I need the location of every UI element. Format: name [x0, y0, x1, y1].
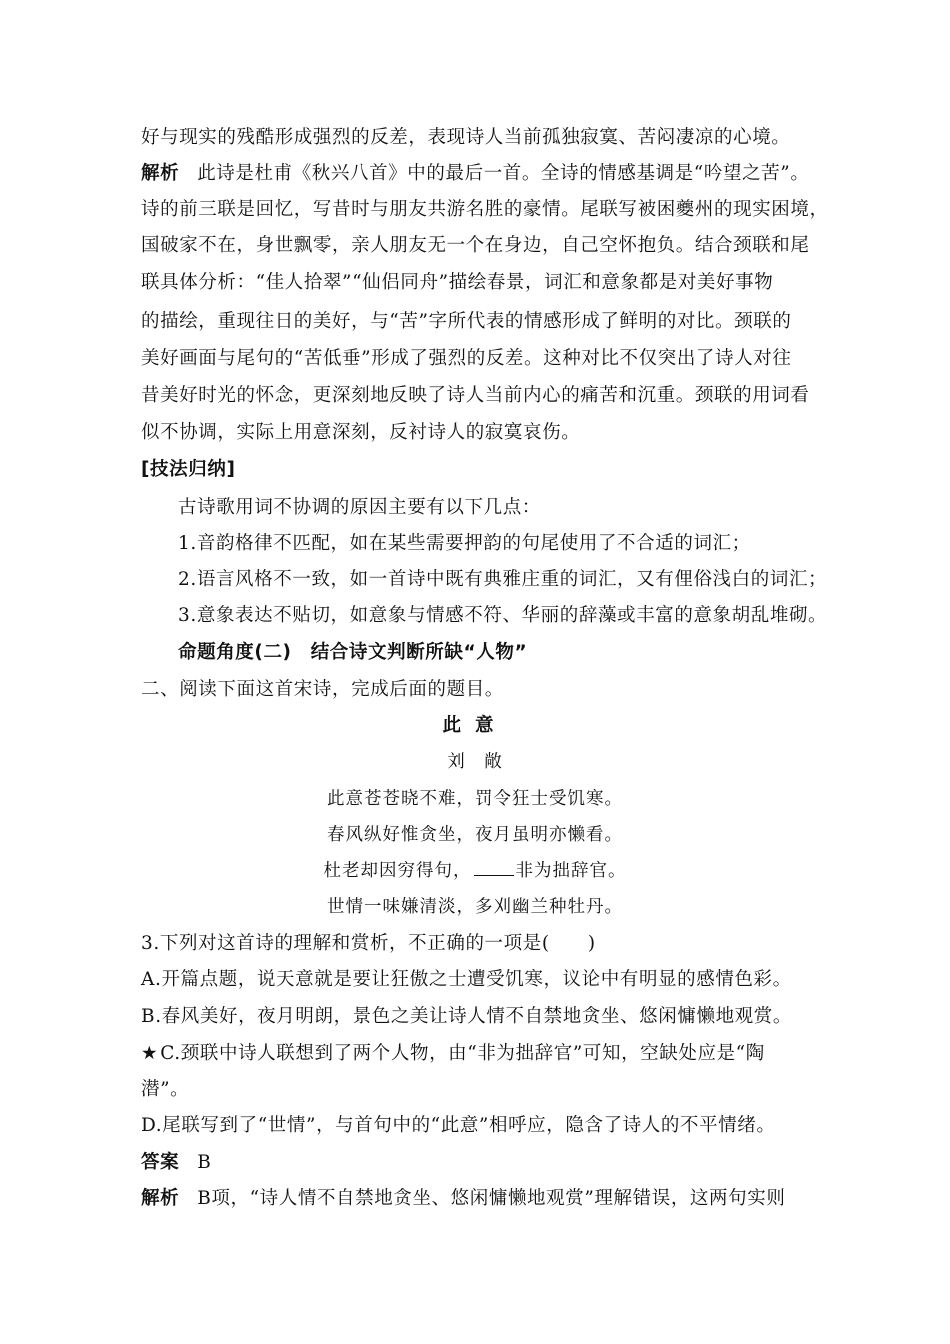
option-c: ★ C.颈联中诗人联想到了两个人物，由“非为拙辞官”可知，空缺处应是“陶 [141, 1043, 765, 1064]
analysis-paragraph-line: 昔美好时光的怀念，更深刻地反映了诗人当前内心的痛苦和沉重。颈联的用词看 [141, 385, 810, 406]
poem-title: 此意 [442, 715, 508, 736]
option-d: D.尾联写到了“世情”，与首句中的“此意”相呼应，隐含了诗人的不平情绪。 [141, 1115, 776, 1136]
explanation-label: 解析 [141, 1188, 180, 1209]
analysis-paragraph-line: 似不协调，实际上用意深刻，反衬诗人的寂寞哀伤。 [141, 422, 581, 443]
option-b: B.春风美好，夜月明朗，景色之美让诗人情不自禁地贪坐、悠闲慵懒地观赏。 [141, 1006, 792, 1027]
explanation-line: 解析 B项，“诗人情不自禁地贪坐、悠闲慵懒地观赏”理解错误，这两句实则 [141, 1188, 786, 1209]
answer-blank [474, 859, 514, 876]
technique-point: 3.意象表达不贴切，如意象与情感不符、华丽的辞藻或丰富的意象胡乱堆砌。 [178, 605, 828, 626]
technique-point: 2.语言风格不一致，如一首诗中既有典雅庄重的词汇，又有俚俗浅白的词汇； [178, 569, 828, 590]
technique-point: 1.音韵格律不匹配，如在某些需要押韵的句尾使用了不合适的词汇； [178, 533, 751, 554]
analysis-paragraph-line: 联具体分析：“佳人拾翠”“仙侣同舟”描绘春景，词汇和意象都是对美好事物 [141, 272, 774, 293]
previous-answer-tail: 好与现实的残酷形成强烈的反差，表现诗人当前孤独寂寞、苦闷凄凉的心境。 [141, 127, 791, 148]
analysis-paragraph-line: 国破家不在，身世飘零，亲人朋友无一个在身边，自己空怀抱负。结合颈联和尾 [141, 235, 810, 256]
poem-author: 刘 敞 [447, 752, 503, 772]
analysis-label: 解析 [141, 163, 180, 184]
question-stem: 3.下列对这首诗的理解和赏析，不正确的一项是( ) [141, 933, 596, 954]
analysis-paragraph-line: 诗的前三联是回忆，写昔时与朋友共游名胜的豪情。尾联写被困夔州的现实困境， [141, 199, 829, 220]
star-icon: ★ [141, 1043, 159, 1064]
option-c-continued: 潜”。 [141, 1079, 190, 1100]
poem-line: 春风纵好惟贪坐，夜月虽明亦懒看。 [327, 825, 623, 845]
answer-line [141, 1151, 821, 1175]
poem-line: 世情一味嫌清淡，多刈幽兰种牡丹。 [327, 897, 623, 917]
analysis-paragraph-line: 美好画面与尾句的“苦低垂”形成了强烈的反差。这种对比不仅突出了诗人对往 [141, 348, 792, 369]
technique-intro: 古诗歌用词不协调的原因主要有以下几点： [178, 497, 541, 518]
section-prompt: 二、阅读下面这首宋诗，完成后面的题目。 [141, 679, 504, 700]
answer-value: B [197, 1152, 212, 1173]
poem-line-with-blank: 杜老却因穷得句， 非为拙辞官。 [323, 861, 627, 881]
technique-heading: [技法归纳] [141, 459, 236, 480]
poem-line: 此意苍苍晓不难，罚令狂士受饥寒。 [327, 789, 623, 809]
angle-heading: 命题角度(二) 结合诗文判断所缺“人物” [178, 642, 528, 663]
option-a: A.开篇点题，说天意就是要让狂傲之士遭受饥寒，议论中有明显的感情色彩。 [141, 969, 792, 990]
analysis-paragraph-line: 的描绘，重现往日的美好，与“苦”字所代表的情感形成了鲜明的对比。颈联的 [141, 311, 792, 332]
answer-label: 答案 [141, 1152, 180, 1173]
analysis-paragraph-line: 解析 此诗是杜甫《秋兴八首》中的最后一首。全诗的情感基调是“吟望之苦”。 [141, 163, 810, 184]
